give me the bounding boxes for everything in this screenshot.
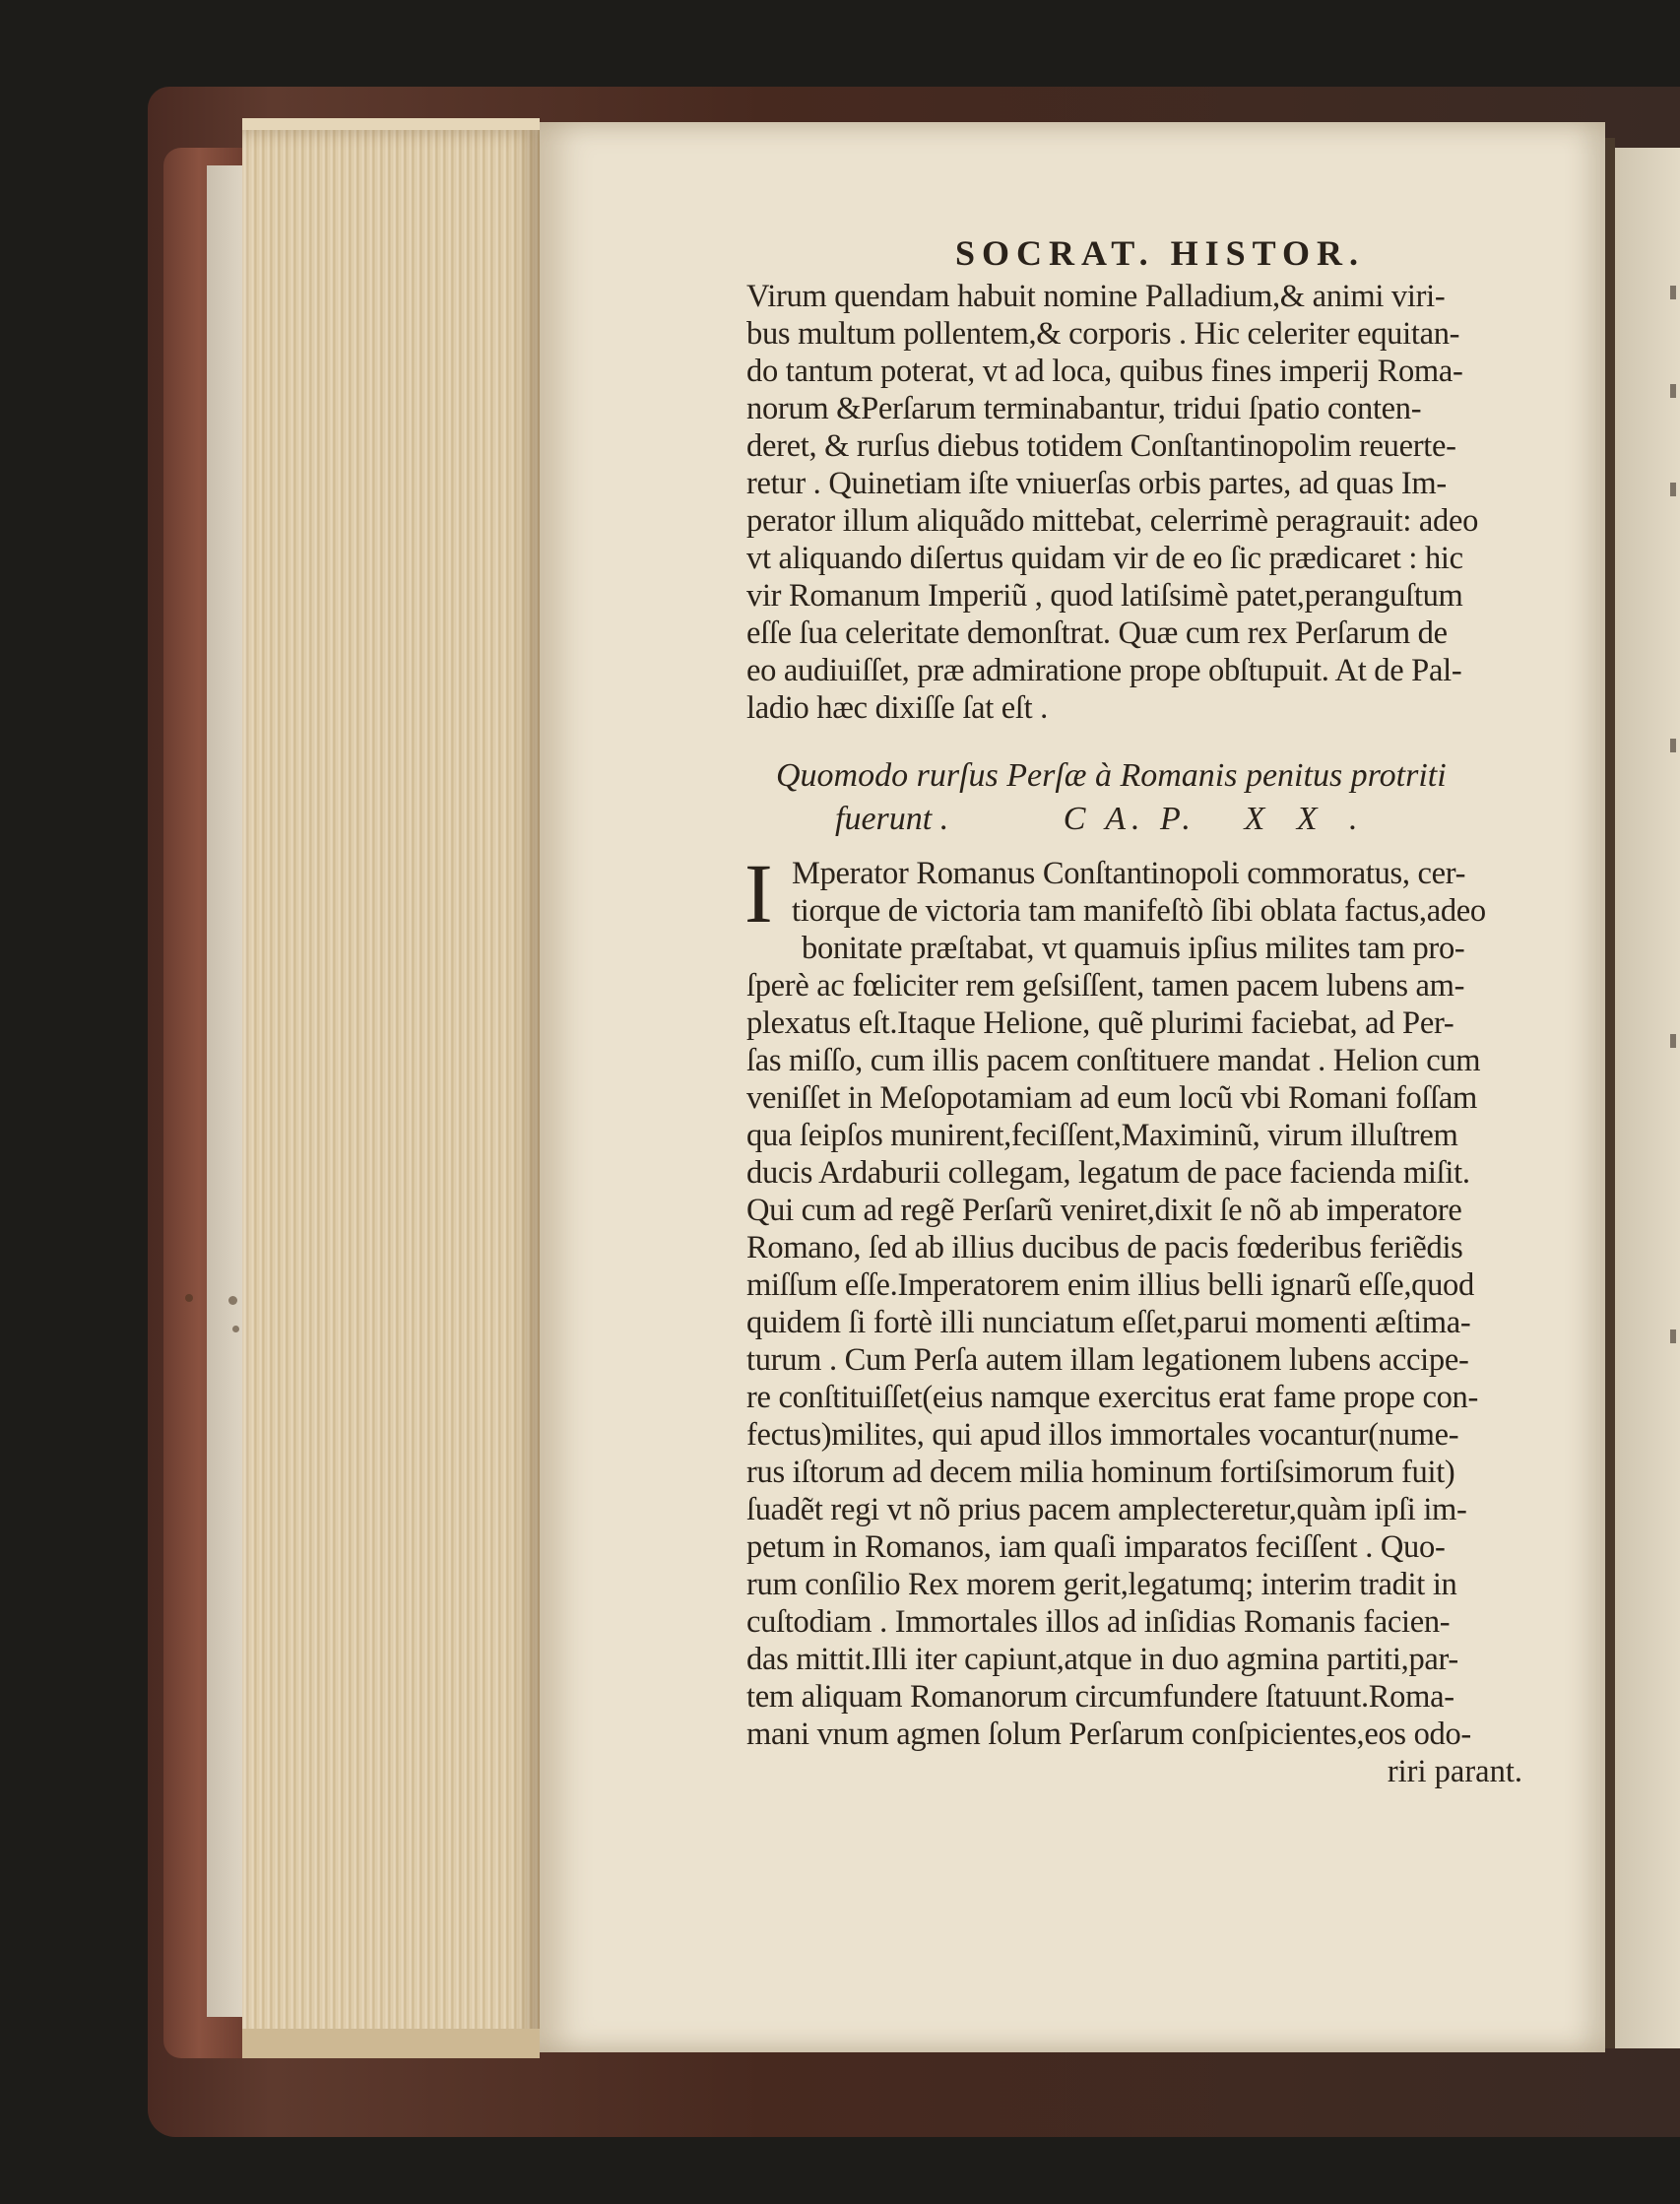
text-line: Qui cum ad regẽ Perſarũ veniret,dixit ſe nõ ab imperatore xyxy=(746,1193,1462,1228)
page-edges-bottom xyxy=(242,2029,540,2058)
text-line: perator illum aliquãdo mittebat, celerrimè peragrauit: adeo xyxy=(746,503,1479,539)
text-line: miſſum eſſe.Imperatorem enim illius belli ignarũ eſſe,quod xyxy=(746,1267,1474,1303)
text-line: qua ſeipſos munirent,feciſſent,Maximinũ, virum illuſtrem xyxy=(746,1118,1458,1153)
facing-page-ink xyxy=(1670,384,1676,398)
text-line: bus multum pollentem,& corporis . Hic celeriter equitan- xyxy=(746,316,1460,352)
text-line: re conſtituiſſet(eius namque exercitus erat fame prope con- xyxy=(746,1380,1479,1415)
edge-stain xyxy=(228,1296,237,1305)
text-line: das mittit.Illi iter capiunt,atque in duo agmina partiti,par- xyxy=(746,1642,1458,1677)
text-line: retur . Quinetiam iſte vniuerſas orbis partes, ad quas Im- xyxy=(746,466,1447,501)
text-line: norum &Perſarum terminabantur, tridui ſpatio conten- xyxy=(746,391,1422,426)
facing-page-ink xyxy=(1670,483,1676,496)
facing-page-ink xyxy=(1670,1329,1676,1343)
text-line: ducis Ardaburii collegam, legatum de pace facienda miſit. xyxy=(746,1155,1470,1191)
page-edges-stack xyxy=(242,130,540,2048)
text-line: cuſtodiam . Immortales illos ad inſidias Romanis facien- xyxy=(746,1604,1451,1640)
running-head: SOCRAT. HISTOR. xyxy=(954,233,1366,273)
text-line: rum conſilio Rex morem gerit,legatumq; interim tradit in xyxy=(746,1567,1457,1602)
text-line: bonitate præſtabat, vt quamuis ipſius milites tam pro- xyxy=(802,931,1465,966)
text-line: vir Romanum Imperiũ , quod latiſsimè patet,peranguſtum xyxy=(746,578,1463,614)
edge-stain xyxy=(232,1326,239,1332)
text-line: deret, & rurſus diebus totidem Conſtantinopolim reuerte- xyxy=(746,428,1456,464)
text-line: tem aliquam Romanorum circumfundere ſtatuunt.Roma- xyxy=(746,1679,1454,1715)
text-line: petum in Romanos, iam quaſi imparatos feciſſent . Quo- xyxy=(746,1529,1446,1565)
page-text-block xyxy=(746,228,1534,1790)
text-line: eo audiuiſſet, præ admiratione prope obſtupuit. At de Pal- xyxy=(746,653,1462,688)
facing-page-ink xyxy=(1670,739,1676,752)
book-gutter xyxy=(1605,138,1615,2048)
paragraph-palladius xyxy=(746,278,1534,727)
facing-page-ink xyxy=(1670,1034,1676,1048)
text-line: Romano, ſed ab illius ducibus de pacis fœderibus feriẽdis xyxy=(746,1230,1463,1265)
text-line: plexatus eſt.Itaque Helione, quẽ plurimi faciebat, ad Per- xyxy=(746,1005,1454,1041)
text-line: ladio hæc dixiſſe ſat eſt . xyxy=(746,690,1048,726)
facing-page-edge xyxy=(1615,148,1680,2048)
text-line: ſuadẽt regi vt nõ prius pacem amplecteretur,quàm ipſi im- xyxy=(746,1492,1467,1527)
text-line: veniſſet in Meſopotamiam ad eum locũ vbi Romani foſſam xyxy=(746,1080,1477,1116)
text-line: ſas miſſo, cum illis pacem conſtituere mandat . Helion cum xyxy=(746,1043,1481,1078)
text-line: ſperè ac fœliciter rem geſsiſſent, tamen pacem lubens am- xyxy=(746,968,1465,1004)
text-line: rus iſtorum ad decem milia hominum fortiſsimorum fuit) xyxy=(746,1455,1455,1490)
facing-page-ink xyxy=(1670,286,1676,299)
text-line: tiorque de victoria tam manifeſtò ſibi oblata factus,adeo xyxy=(792,893,1486,929)
text-line: Mperator Romanus Conſtantinopoli commoratus, cer- xyxy=(792,856,1466,891)
chapter-label: C A. P. xyxy=(1063,801,1196,837)
chapter-number: X X . xyxy=(1244,801,1370,837)
text-line: mani vnum agmen ſolum Perſarum conſpicientes,eos odo- xyxy=(746,1717,1471,1752)
chapter-title-line2 xyxy=(746,798,1534,841)
text-line: turum . Cum Perſa autem illam legationem lubens accipe- xyxy=(746,1342,1469,1378)
text-line: do tantum poterat, vt ad loca, quibus fines imperij Roma- xyxy=(746,354,1463,389)
chapter-title-line1: Quomodo rurſus Perſæ à Romanis penitus protriti xyxy=(776,757,1447,794)
drop-cap: I xyxy=(744,846,773,940)
text-line: Virum quendam habuit nomine Palladium,& animi viri- xyxy=(746,279,1446,314)
text-line: fectus)milites, qui apud illos immortales vocantur(nume- xyxy=(746,1417,1459,1453)
page-stain xyxy=(185,1294,193,1302)
chapter-title-fuerunt: fuerunt . xyxy=(835,801,949,837)
paragraph-chapter-xx xyxy=(744,846,1534,1790)
text-line: vt aliquando diſertus quidam vir de eo ſic prædicaret : hic xyxy=(746,541,1463,576)
text-line: quidem ſi fortè illi nunciatum eſſet,parui momenti æſtima- xyxy=(746,1305,1471,1340)
text-line: eſſe ſua celeritate demonſtrat. Quæ cum rex Perſarum de xyxy=(746,616,1448,651)
catchword: riri parant. xyxy=(1387,1754,1522,1789)
